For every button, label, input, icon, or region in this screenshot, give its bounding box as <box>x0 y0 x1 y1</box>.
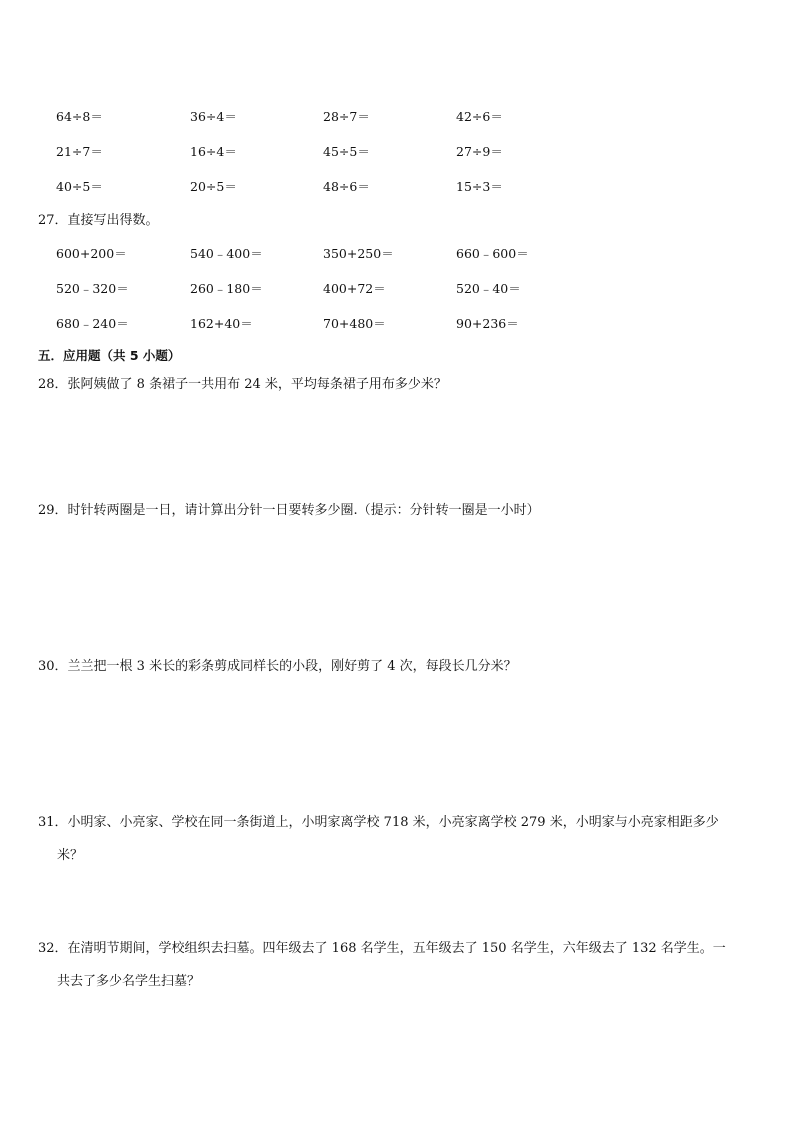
problem: 260﹣180＝ <box>190 281 263 296</box>
problem: 45÷5＝ <box>323 144 370 159</box>
question-30 <box>38 650 756 683</box>
question-32 <box>38 932 756 998</box>
problem: 64÷8＝ <box>56 109 103 124</box>
question-29 <box>38 494 756 527</box>
problem: 350+250＝ <box>323 246 394 261</box>
problem: 70+480＝ <box>323 316 386 331</box>
problem: 162+40＝ <box>190 316 253 331</box>
problem: 520﹣320＝ <box>56 281 129 296</box>
question-27-title: 27．直接写出得数。 <box>38 213 159 228</box>
problem: 40÷5＝ <box>56 179 103 194</box>
problem: 48÷6＝ <box>323 179 370 194</box>
problem: 20÷5＝ <box>190 179 237 194</box>
grid-row <box>56 177 616 212</box>
question-text: 32．在清明节期间，学校组织去扫墓。四年级去了 168 名学生，五年级去了 150 名学生，六年级去了 132 名学生。一 <box>38 941 726 956</box>
grid-row <box>56 314 616 349</box>
problem: 28÷7＝ <box>323 109 370 124</box>
problem: 15÷3＝ <box>456 179 503 194</box>
problem: 400+72＝ <box>323 281 386 296</box>
problem: 36÷4＝ <box>190 109 237 124</box>
addsub-grid <box>56 244 616 349</box>
problem: 16÷4＝ <box>190 144 237 159</box>
grid-row <box>56 142 616 177</box>
problem: 27÷9＝ <box>456 144 503 159</box>
question-text-continued: 米？ <box>57 848 84 863</box>
division-grid <box>56 107 616 212</box>
grid-row <box>56 279 616 314</box>
grid-row <box>56 244 616 279</box>
problem: 520﹣40＝ <box>456 281 521 296</box>
section-5-heading: 五．应用题（共 5 小题） <box>38 348 181 363</box>
problem: 21÷7＝ <box>56 144 103 159</box>
problem: 600+200＝ <box>56 246 127 261</box>
problem: 540﹣400＝ <box>190 246 263 261</box>
problem: 680﹣240＝ <box>56 316 129 331</box>
question-text: 31．小明家、小亮家、学校在同一条街道上，小明家离学校 718 米，小亮家离学校 279 米，小明家与小亮家相距多少 <box>38 815 719 830</box>
problem: 90+236＝ <box>456 316 519 331</box>
question-text-continued: 共去了多少名学生扫墓？ <box>57 974 201 989</box>
question-31 <box>38 806 756 872</box>
problem: 42÷6＝ <box>456 109 503 124</box>
question-text: 28．张阿姨做了 8 条裙子一共用布 24 米，平均每条裙子用布多少米？ <box>38 377 447 392</box>
grid-row <box>56 107 616 142</box>
question-text: 29．时针转两圈是一日，请计算出分针一日要转多少圈.（提示：分针转一圈是一小时） <box>38 503 540 518</box>
question-28 <box>38 368 756 401</box>
problem: 660﹣600＝ <box>456 246 529 261</box>
question-text: 30．兰兰把一根 3 米长的彩条剪成同样长的小段，刚好剪了 4 次，每段长几分米？ <box>38 659 517 674</box>
